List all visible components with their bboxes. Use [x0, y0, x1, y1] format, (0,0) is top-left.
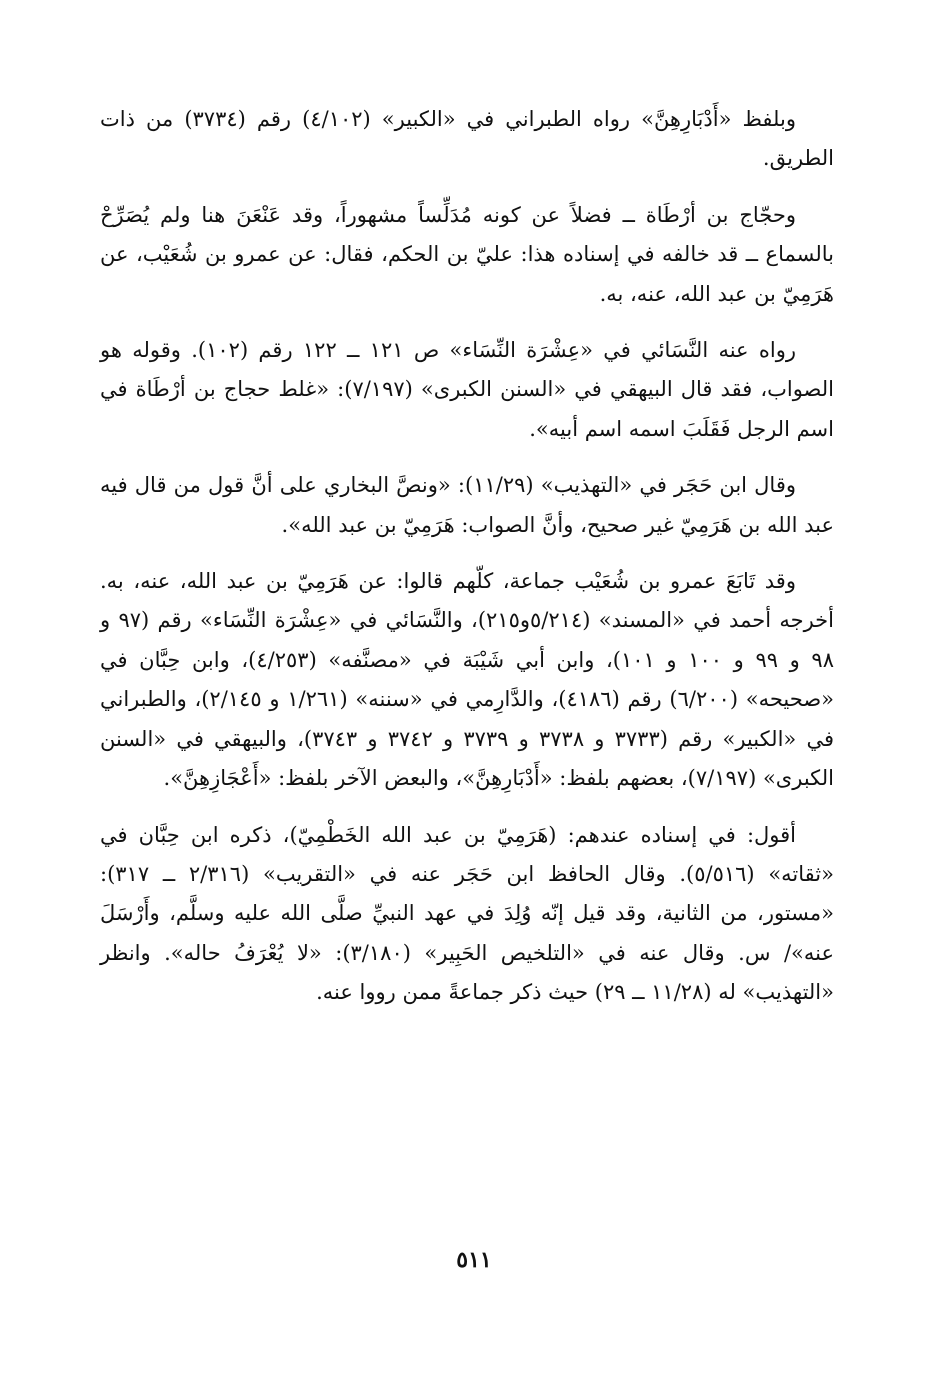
page-body	[100, 100, 834, 1030]
paragraph-5: وقد تَابَعَ عمرو بن شُعَيْب جماعة، كلّهم قالوا: عن هَرَمِيّ بن عبد الله، عنه، به. أخرجه أحمد في «المسند» (٥/٢١٤و٢١٥)، والنَّسَائي في «عِشْرَة النِّسَاء» رقم (٩٧ و ٩٨ و ٩٩ و ١٠٠ و ١٠١)، وابن أبي شَيْبَة في «مصنَّفه» (٤/٢٥٣)، وابن حِبَّان في «صحيحه» (٦/٢٠٠) رقم (٤١٨٦)، والدَّارِمي في «سننه» (١/٢٦١ و ٢/١٤٥)، والطبراني في «الكبير» رقم (٣٧٣٣ و ٣٧٣٨ و ٣٧٣٩ و ٣٧٤٢ و ٣٧٤٣)، والبيهقي في «السنن الكبرى» (٧/١٩٧)، بعضهم بلفظ: «أَدْبَارِهِنَّ»، والبعض الآخر بلفظ: «أَعْجَازِهِنَّ».	[100, 569, 834, 791]
page-number: ٥١١	[456, 1247, 492, 1273]
paragraph-4: وقال ابن حَجَر في «التهذيب» (١١/٢٩): «ونصَّ البخاري على أنَّ قول من قال فيه عبد الله بن هَرَمِيّ غير صحيح، وأنَّ الصواب: هَرَمِيّ بن عبد الله».	[100, 473, 834, 537]
paragraph-2: وحجّاج بن أرْطَاة ــ فضلاً عن كونه مُدَلِّساً مشهوراً، وقد عَنْعَنَ هنا ولم يُصَرِّحْ بالسماع ــ قد خالفه في إسناده هذا: عليّ بن الحكم، فقال: عن عمرو بن شُعَيْب، عن هَرَمِيّ بن عبد الله، عنه، به.	[100, 202, 834, 306]
paragraph-3: رواه عنه النَّسَائي في «عِشْرَة النِّسَاء» ص ١٢١ ــ ١٢٢ رقم (١٠٢). وقوله هو الصواب، فقد قال البيهقي في «السنن الكبرى» (٧/١٩٧): «غلط حجاج بن أرْطَاة في اسم الرجل فَقَلَبَ اسمه اسم أبيه».	[100, 338, 834, 441]
paragraph-6: أقول: في إسناده عندهم: (هَرَمِيّ بن عبد الله الخَطْمِيّ)، ذكره ابن حِبَّان في «ثقاته» (٥/٥١٦). وقال الحافظ ابن حَجَر عنه في «التقريب» (٢/٣١٦ ــ ٣١٧): «مستور، من الثانية، وقد قيل إنّه وُلِدَ في عهد النبيِّ صلَّى الله عليه وسلَّم، وأَرْسَلَ عنه»/ س. وقال عنه في «التلخيص الحَبِير» (٣/١٨٠): «لا يُعْرَفُ حاله». وانظر «التهذيب» له (١١/٢٨ ــ ٢٩) حيث ذكر جماعةً ممن رووا عنه.	[100, 822, 835, 1005]
paragraph-1: وبلفظ «أَدْبَارِهِنَّ» رواه الطبراني في «الكبير» (٤/١٠٢) رقم (٣٧٣٤) من ذات الطريق.	[100, 107, 834, 171]
